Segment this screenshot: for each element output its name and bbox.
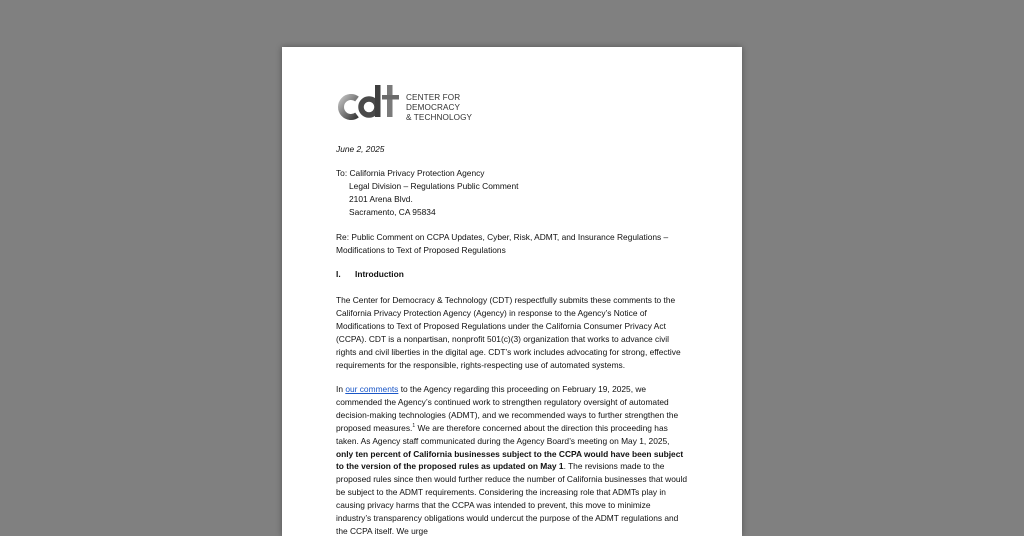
to-line: To: California Privacy Protection Agency (336, 168, 485, 178)
subject-line (336, 231, 686, 257)
para2-bold-text: only ten percent of California businesses subject to the CCPA would have been subject to the version of the proposed rules as updated on May 1 (336, 448, 684, 472)
letter-date: June 2, 2025 (336, 144, 385, 154)
para2-text-a: to the Agency regarding this proceeding on February 19, 2025, we commended the Agency’s continued work to strengthen regulatory oversight of automated decision-making technologies (ADMT), and we recommended ways to further strengthen the proposed measures. (336, 384, 679, 433)
paragraph-1: The Center for Democracy & Technology (CDT) respectfully submits these comments to the California Privacy Protection Agency (Agency) in response to the Agency’s Notice of Modifications to Text of Proposed Regulations under the California Consumer Privacy Act (CCPA). CDT is a nonpartisan, nonprofit 501(c)(3) organization that works to advance civil rights and civil liberties in the digital age. CDT’s work includes advocating for strong, effective requirements for the responsible, rights-respecting use of automated systems. (336, 295, 681, 370)
paragraph-2 (336, 383, 688, 536)
section-number: I. (336, 269, 341, 279)
footnote-ref[interactable]: 1 (412, 422, 416, 429)
para2-prefix: In (336, 384, 346, 394)
logo-line: CENTER FOR (406, 93, 461, 102)
section-title: Introduction (355, 269, 404, 279)
logo-line: DEMOCRACY (406, 103, 461, 112)
logo-wordmark (406, 93, 472, 123)
address-line: Sacramento, CA 95834 (349, 206, 436, 217)
para2-text-b: We are therefore concerned about the direction this proceeding has taken. As Agency staff communicated during the Agency Board’s meeting on May 1, 2025, (336, 422, 670, 446)
address-line: 2101 Arena Blvd. (349, 193, 413, 204)
document-page (282, 47, 742, 536)
cdt-logo-mark-icon (337, 77, 407, 125)
cdt-logo (337, 77, 477, 125)
subject-line-2: Modifications to Text of Proposed Regulations (336, 244, 506, 255)
section-heading (336, 268, 404, 281)
subject-line-1: Re: Public Comment on CCPA Updates, Cyber, Risk, ADMT, and Insurance Regulations – (336, 232, 669, 242)
logo-line: & TECHNOLOGY (406, 113, 473, 122)
para2-text-c: . The revisions made to the proposed rules since then would further reduce the number of California businesses that would be subject to the ADMT requirements. Considering the increasing role that ADMTs play in causing privacy harms that the CCPA was intended to prevent, this move to minimize industry’s transparency obligations would undercut the purpose of the ADMT regulations and the CCPA itself. We urge (336, 461, 688, 536)
recipient-address (336, 167, 518, 219)
our-comments-link[interactable]: our comments (345, 384, 399, 394)
address-line: Legal Division – Regulations Public Comment (349, 180, 519, 191)
